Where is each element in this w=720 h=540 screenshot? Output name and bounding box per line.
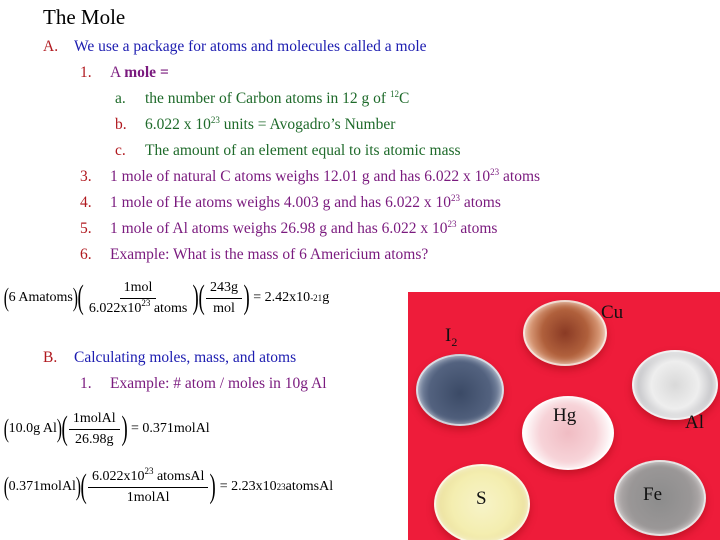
iodine-dish [416,354,504,426]
item-after: atoms [499,168,541,185]
label-fe: Fe [643,484,662,505]
numerator [88,465,208,488]
item-marker: 6. [80,246,92,263]
equation-moles-al [4,404,210,454]
elements-photo [408,292,720,540]
subitem-a [115,90,409,108]
item-text: 1 mole of He atoms weighs 4.003 g and has 6.022 x 10 [110,194,451,211]
paren-close: ) [243,279,250,316]
section-a-text: We use a package for atoms and molecules called a mole [74,38,427,55]
mole-definition-item [80,64,169,82]
section-b [43,349,296,367]
superscript: 23 [490,167,500,177]
section-a-marker: A. [43,38,59,55]
fraction-moles-per-atoms [85,280,191,317]
label-s: S [476,488,487,509]
item-6 [80,246,428,264]
item-marker: 1. [80,64,92,81]
subitem-marker: a. [115,90,126,107]
numerator: 243g [206,280,242,299]
section-b-item-1 [80,375,327,393]
superscript: 23 [141,297,151,308]
item-text: Example: What is the mass of 6 Americium atoms? [110,246,429,263]
numerator: 1molAl [69,411,120,430]
item-4 [80,194,501,212]
denominator: mol [213,300,235,316]
equation-given: 0.371molAl [8,479,76,494]
section-b-marker: B. [43,349,58,366]
item-marker: 3. [80,168,92,185]
item-bold: mole = [124,64,169,81]
paren-close: ) [121,410,128,447]
paren-open: ( [80,468,87,505]
label-hg: Hg [553,405,577,426]
subitem-after: units = Avogadro’s Number [219,116,396,133]
paren-close: ) [209,468,217,505]
item-5 [80,220,497,238]
superscript: 23 [450,193,460,203]
subitem-text: The amount of an element equal to its atomic mass [145,142,461,159]
superscript: 23 [144,465,154,476]
subitem-marker: b. [115,116,127,133]
label-i2 [445,325,457,350]
item-prefix: A [110,64,125,81]
paren-close: ) [72,283,78,312]
item-text: 1 mole of natural C atoms weighs 12.01 g and has 6.022 x 10 [110,168,491,185]
item-text: 1 mole of Al atoms weighs 26.98 g and has 6.022 x 10 [110,220,448,237]
paren-close: ) [192,279,200,316]
section-b-text: Calculating moles, mass, and atoms [74,349,297,366]
copper-dish [523,300,607,366]
paren-open: ( [77,279,84,316]
subitem-c [115,142,461,160]
equation-result: = 0.371molAl [131,421,210,436]
label-al: Al [685,412,704,433]
label-i2-subscript: 2 [451,334,458,349]
paren-open: ( [3,414,9,443]
item-after: atoms [456,220,498,237]
result-after: atomsAl [285,479,334,494]
num-after: atomsAl [153,468,205,484]
aluminum-dish [632,350,718,420]
label-i2-text: I [445,325,452,346]
item-3 [80,168,540,186]
item-marker: 1. [80,375,92,392]
paren-open: ( [198,279,205,316]
result-after: g [322,290,330,305]
subitem-marker: c. [115,142,126,159]
superscript: 23 [447,219,457,229]
equation-result: = 2.23x10 [219,479,277,494]
item-text: Example: # atom / moles in 10g Al [110,375,327,392]
subitem-after: C [398,90,410,107]
item-after: atoms [459,194,501,211]
fraction-atoms-per-mol [88,465,208,506]
subitem-text: 6.022 x 10 [145,116,211,133]
numerator: 1mol [120,280,157,299]
denominator [85,299,191,317]
paren-close: ) [75,472,81,501]
subitem-b [115,116,395,134]
item-marker: 5. [80,220,92,237]
equation-result: = 2.42x10 [253,290,311,305]
paren-open: ( [61,410,68,447]
den-base: 6.022x10 [88,300,142,316]
paren-open: ( [3,283,9,312]
equation-atoms-al: ( 0.371molAl ) ( $\frac{6.022x10^{23} atomsAl}{\text{1molAl}}$ ) = 2.23x10 23 atomsAl [3,465,334,505]
denominator: 1molAl [126,489,170,505]
superscript: 12 [389,89,399,99]
paren-open: ( [3,472,9,501]
num-base: 6.022x10 [91,468,145,484]
item-marker: 4. [80,194,92,211]
equation-given: 6 Amatoms [8,290,73,305]
fraction-mol-per-gram [69,411,120,448]
equation-americium: ( 6 Amatoms ) ( $\frac{\text{1mol}}{6.022x10^{23} atoms}$ ) ( $\frac{243g}{\text{mol}}$ ) = 2.42x10 -21 g [3,279,330,316]
subitem-text: the number of Carbon atoms in 12 g of [145,90,390,107]
section-a [43,38,427,56]
den-after: atoms [150,300,188,316]
superscript: 23 [210,115,220,125]
denominator: 26.98g [75,431,114,447]
fraction-grams-per-mol [206,280,242,317]
equation-given: 10.0g Al [8,421,57,436]
slide-title: The Mole [43,5,126,29]
paren-close: ) [56,414,62,443]
label-cu: Cu [601,302,624,323]
